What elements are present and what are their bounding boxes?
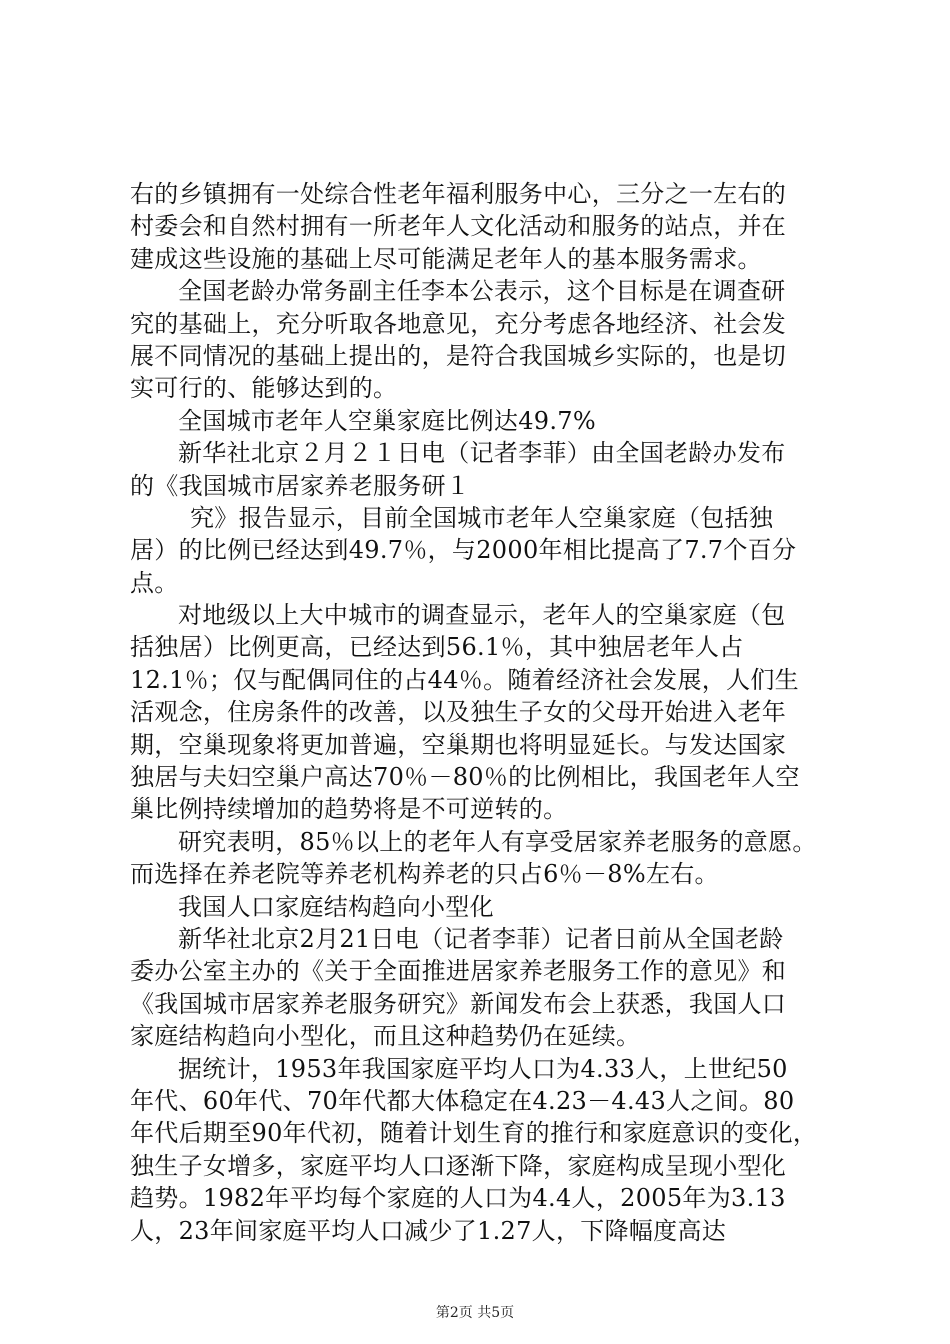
text-line: 独生子女增多，家庭平均人口逐渐下降，家庭构成呈现小型化: [130, 1151, 787, 1180]
text-line: 括独居）比例更高，已经达到56.1％，其中独居老年人占: [130, 633, 744, 662]
text-line: 委办公室主办的《关于全面推进居家养老服务工作的意见》和: [130, 957, 787, 986]
text-line: 建成这些设施的基础上尽可能满足老年人的基本服务需求。: [130, 244, 762, 273]
text-line: 实可行的、能够达到的。: [130, 374, 398, 403]
text-line: 展不同情况的基础上提出的，是符合我国城乡实际的，也是切: [130, 341, 787, 370]
section-heading: 全国城市老年人空巢家庭比例达49.7%: [178, 406, 596, 435]
text-line: 年代、60年代、70年代都大体稳定在4.23－4.43人之间。80: [130, 1086, 795, 1115]
text-line: 点。: [130, 568, 179, 597]
text-line: 居）的比例已经达到49.7％，与2000年相比提高了7.7个百分: [130, 536, 797, 565]
text-line: 右的乡镇拥有一处综合性老年福利服务中心，三分之一左右的: [130, 180, 787, 208]
paragraph-start-line: 据统计，1953年我国家庭平均人口为4.33人，上世纪50: [178, 1054, 788, 1083]
text-line: 12.1％；仅与配偶同住的占44％。随着经济社会发展，人们生: [130, 665, 799, 694]
text-line: 究的基础上，充分听取各地意见，充分考虑各地经济、社会发: [130, 309, 787, 338]
text-line: 年代后期至90年代初，随着计划生育的推行和家庭意识的变化，: [130, 1119, 818, 1148]
paragraph-start-line: 究》报告显示，目前全国城市老年人空巢家庭（包括独: [190, 503, 774, 532]
text-line: 而选择在养老院等养老机构养老的只占6％－8%左右。: [130, 860, 719, 889]
section-heading: 我国人口家庭结构趋向小型化: [178, 892, 494, 921]
text-line: 《我国城市居家养老服务研究》新闻发布会上获悉，我国人口: [130, 989, 787, 1018]
text-line: 独居与夫妇空巢户高达70％－80％的比例相比，我国老年人空: [130, 763, 800, 792]
text-line: 的《我国城市居家养老服务研１: [130, 471, 471, 500]
page-number-footer: 第2页 共5页: [435, 1305, 515, 1321]
document-body: [130, 178, 830, 1247]
paragraph-start-line: 新华社北京2月21日电（记者李菲）记者日前从全国老龄: [178, 924, 784, 953]
text-line: 活观念，住房条件的改善，以及独生子女的父母开始进入老年: [130, 698, 787, 727]
text-line: 巢比例持续增加的趋势将是不可逆转的。: [130, 795, 568, 824]
text-line: 家庭结构趋向小型化，而且这种趋势仍在延续。: [130, 1022, 641, 1051]
paragraph-start-line: 全国老龄办常务副主任李本公表示，这个目标是在调查研: [178, 277, 786, 306]
text-line: 人，23年间家庭平均人口减少了1.27人，下降幅度高达: [130, 1216, 727, 1245]
text-line: 村委会和自然村拥有一所老年人文化活动和服务的站点，并在: [130, 212, 787, 241]
paragraph-start-line: 新华社北京２月２１日电（记者李菲）由全国老龄办发布: [178, 439, 786, 468]
text-line: 趋势。1982年平均每个家庭的人口为4.4人，2005年为3.13: [130, 1184, 786, 1213]
paragraph-start-line: 研究表明，85％以上的老年人有享受居家养老服务的意愿。: [178, 827, 817, 856]
paragraph-start-line: 对地级以上大中城市的调查显示，老年人的空巢家庭（包: [178, 601, 786, 630]
text-line: 期，空巢现象将更加普遍，空巢期也将明显延长。与发达国家: [130, 730, 787, 759]
